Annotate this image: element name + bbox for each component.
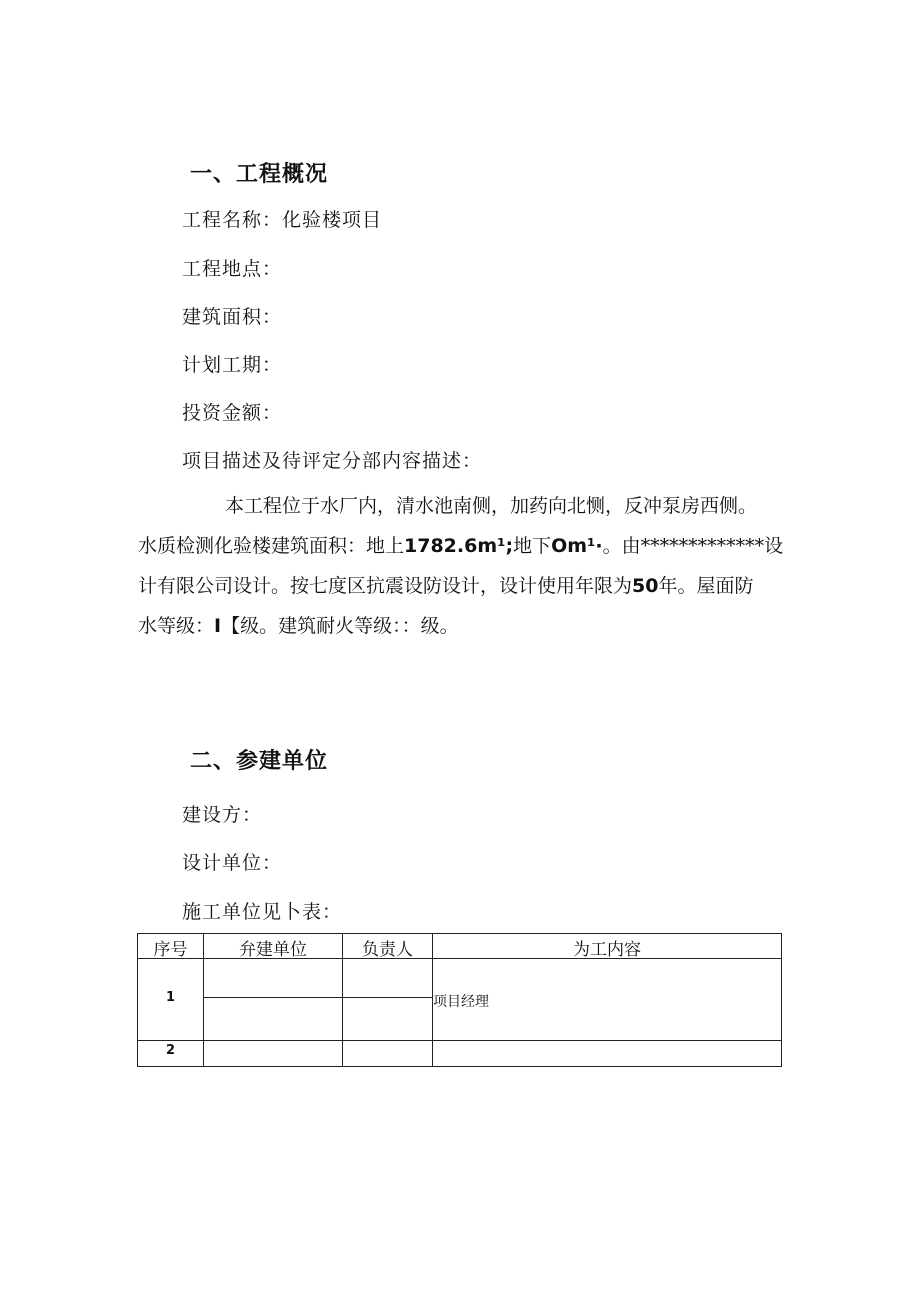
text-run: 水质检测化验楼建筑面积：地上 bbox=[138, 535, 405, 557]
field-investment-amount: 投资金额： bbox=[182, 402, 283, 424]
table-border-right bbox=[781, 933, 782, 1067]
description-line-4 bbox=[138, 606, 788, 646]
table-inner-divider bbox=[203, 997, 433, 998]
header-unit: 弁建单位 bbox=[239, 940, 307, 958]
table-header-divider bbox=[137, 958, 782, 959]
description-line-1: 本工程位于水厂内，清水池南侧，加药向北恻，反冲泵房西侧。 bbox=[225, 495, 758, 517]
service-life-years: 50 bbox=[632, 575, 659, 597]
row-1-serial-no: 1 bbox=[165, 990, 176, 1005]
row-1-content: 项目经理 bbox=[433, 994, 489, 1010]
field-project-name: 工程名称：化验楼项目 bbox=[182, 209, 383, 231]
project-description bbox=[138, 486, 788, 646]
field-description-label: 项目描述及待评定分部内容描述： bbox=[182, 450, 483, 472]
table-border-bottom bbox=[137, 1066, 782, 1067]
section-2-title: 二、参建单位 bbox=[190, 749, 329, 774]
text-run: 水等级： bbox=[138, 615, 215, 637]
field-owner: 建设方： bbox=[182, 804, 263, 826]
field-construction-units-label: 施工单位见卜表： bbox=[182, 901, 343, 923]
construction-units-table bbox=[137, 933, 782, 1067]
header-serial-no: 序号 bbox=[153, 940, 188, 958]
field-project-location: 工程地点： bbox=[182, 258, 283, 280]
text-run: 年。屋面防 bbox=[658, 575, 754, 597]
field-planned-schedule: 计划工期： bbox=[182, 354, 283, 376]
row-2-serial-no: 2 bbox=[165, 1043, 176, 1058]
text-run: 【级。建筑耐火等级：：级。 bbox=[221, 615, 459, 637]
description-line-2 bbox=[138, 526, 788, 566]
area-below-ground: Om¹· bbox=[551, 535, 603, 557]
text-run: 计有限公司设计。按七度区抗震设防设计，设计使用年限为 bbox=[138, 575, 633, 597]
text-run: 地下 bbox=[513, 535, 552, 557]
table-row-divider bbox=[137, 1040, 782, 1041]
header-person-in-charge: 负责人 bbox=[362, 940, 413, 958]
field-design-unit: 设计单位： bbox=[182, 852, 283, 874]
waterproof-grade: I bbox=[214, 615, 222, 637]
description-line-3 bbox=[138, 566, 788, 606]
area-above-ground: 1782.6m¹; bbox=[404, 535, 514, 557]
section-1-title: 一、工程概况 bbox=[190, 162, 329, 187]
text-run: 。由*************设 bbox=[602, 535, 784, 557]
field-building-area: 建筑面积： bbox=[182, 306, 283, 328]
header-work-content: 为工内容 bbox=[573, 940, 641, 958]
